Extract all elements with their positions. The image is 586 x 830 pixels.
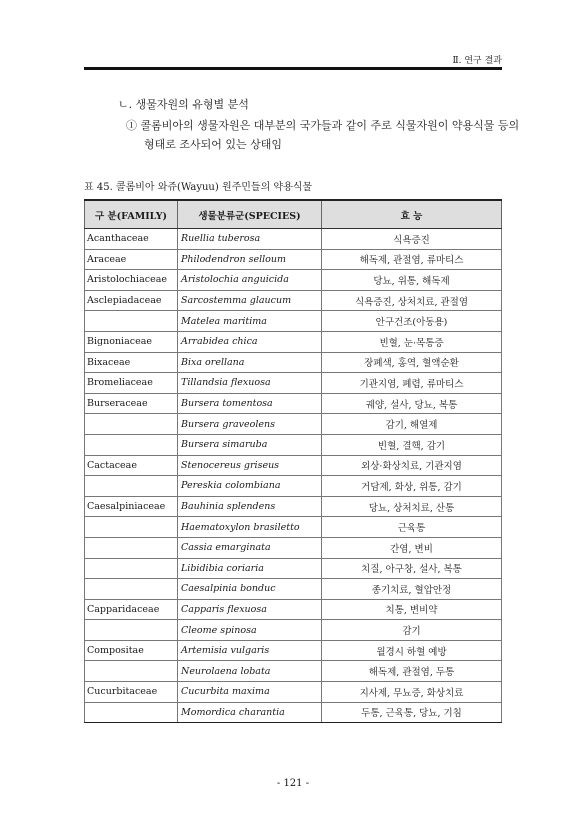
table-row xyxy=(85,640,502,661)
species-cell: Philodendron selloum xyxy=(178,249,322,270)
effect-cell: 빈혈, 결핵, 감기 xyxy=(322,434,502,455)
species-cell: Arrabidea chica xyxy=(178,331,322,352)
effect-cell: 거담제, 화상, 위통, 감기 xyxy=(322,476,502,497)
species-cell: Pereskia colombiana xyxy=(178,476,322,497)
family-cell xyxy=(85,311,178,332)
table-row xyxy=(85,702,502,723)
species-cell: Tillandsia flexuosa xyxy=(178,373,322,394)
effect-cell: 감기, 해열제 xyxy=(322,414,502,435)
table-body xyxy=(85,229,502,723)
family-cell: Burseraceae xyxy=(85,393,178,414)
species-cell: Bursera graveolens xyxy=(178,414,322,435)
medicinal-plants-table xyxy=(84,199,502,723)
header-family: 구 분(FAMILY) xyxy=(85,200,178,229)
species-cell: Libidibia coriaria xyxy=(178,558,322,579)
effect-cell: 당뇨, 위통, 해독제 xyxy=(322,270,502,291)
effect-cell: 당뇨, 상처치료, 산통 xyxy=(322,496,502,517)
family-cell: Capparidaceae xyxy=(85,599,178,620)
table-row xyxy=(85,579,502,600)
species-cell: Stenocereus griseus xyxy=(178,455,322,476)
effect-cell: 해독제, 관절염, 류마티스 xyxy=(322,249,502,270)
effect-cell: 월경시 하혈 예방 xyxy=(322,640,502,661)
species-cell: Sarcostemma glaucum xyxy=(178,290,322,311)
table-caption: 표 45. 콜롬비아 와쥬(Wayuu) 원주민들의 약용식물 xyxy=(84,182,313,193)
effect-cell: 근육통 xyxy=(322,517,502,538)
species-cell: Caesalpinia bonduc xyxy=(178,579,322,600)
family-cell: Compositae xyxy=(85,640,178,661)
species-cell: Bursera simaruba xyxy=(178,434,322,455)
effect-cell: 안구건조(아동용) xyxy=(322,311,502,332)
effect-cell: 장폐색, 홍역, 혈액순환 xyxy=(322,352,502,373)
effect-cell: 빈혈, 눈·목통증 xyxy=(322,331,502,352)
family-cell xyxy=(85,517,178,538)
table-row xyxy=(85,496,502,517)
section-paragraph: ① 콜롬비아의 생물자원은 대부분의 국가들과 같이 주로 식물자원이 약용식물 등의 형태로 조사되어 있는 상태임 xyxy=(126,119,520,151)
effect-cell: 치질, 아구창, 설사, 복통 xyxy=(322,558,502,579)
table-row xyxy=(85,599,502,620)
table-row xyxy=(85,476,502,497)
chapter-header: Ⅱ. 연구 결과 xyxy=(452,56,502,66)
family-cell: Cactaceae xyxy=(85,455,178,476)
table-row xyxy=(85,682,502,703)
family-cell xyxy=(85,476,178,497)
family-cell: Aristolochiaceae xyxy=(85,270,178,291)
family-cell: Bixaceae xyxy=(85,352,178,373)
table-row xyxy=(85,455,502,476)
species-cell: Bauhinia splendens xyxy=(178,496,322,517)
species-cell: Bixa orellana xyxy=(178,352,322,373)
page-number: - 121 - xyxy=(276,778,310,789)
family-cell xyxy=(85,537,178,558)
species-cell: Matelea maritima xyxy=(178,311,322,332)
family-cell xyxy=(85,434,178,455)
effect-cell: 지사제, 무뇨증, 화상치료 xyxy=(322,682,502,703)
species-cell: Haematoxylon brasiletto xyxy=(178,517,322,538)
effect-cell: 기관지염, 폐렴, 류마티스 xyxy=(322,373,502,394)
effect-cell: 감기 xyxy=(322,620,502,641)
table-row xyxy=(85,229,502,250)
effect-cell: 두통, 근육통, 당뇨, 기침 xyxy=(322,702,502,723)
family-cell: Araceae xyxy=(85,249,178,270)
effect-cell: 식욕증진 xyxy=(322,229,502,250)
table-row xyxy=(85,352,502,373)
species-cell: Bursera tomentosa xyxy=(178,393,322,414)
table-row xyxy=(85,270,502,291)
header-rule xyxy=(84,67,502,70)
effect-cell: 간염, 변비 xyxy=(322,537,502,558)
species-cell: Artemisia vulgaris xyxy=(178,640,322,661)
species-cell: Cucurbita maxima xyxy=(178,682,322,703)
family-cell xyxy=(85,702,178,723)
table-row xyxy=(85,393,502,414)
table-row xyxy=(85,249,502,270)
family-cell: Cucurbitaceae xyxy=(85,682,178,703)
family-cell xyxy=(85,579,178,600)
species-cell: Capparis flexuosa xyxy=(178,599,322,620)
table-row xyxy=(85,311,502,332)
table-row xyxy=(85,290,502,311)
effect-cell: 종기치료, 혈압안정 xyxy=(322,579,502,600)
family-cell: Bromeliaceae xyxy=(85,373,178,394)
table-row xyxy=(85,558,502,579)
family-cell: Asclepiadaceae xyxy=(85,290,178,311)
family-cell xyxy=(85,620,178,641)
effect-cell: 궤양, 설사, 당뇨, 복통 xyxy=(322,393,502,414)
table-row xyxy=(85,373,502,394)
header-effect: 효 능 xyxy=(322,200,502,229)
header-species: 생물분류군(SPECIES) xyxy=(178,200,322,229)
effect-cell: 치통, 변비약 xyxy=(322,599,502,620)
family-cell xyxy=(85,414,178,435)
table-row xyxy=(85,661,502,682)
species-cell: Cleome spinosa xyxy=(178,620,322,641)
effect-cell: 식욕증진, 상처치료, 관절염 xyxy=(322,290,502,311)
table-row xyxy=(85,517,502,538)
family-cell xyxy=(85,558,178,579)
table-row xyxy=(85,414,502,435)
table-row xyxy=(85,537,502,558)
species-cell: Momordica charantia xyxy=(178,702,322,723)
species-cell: Aristolochia anguicida xyxy=(178,270,322,291)
table-header-row xyxy=(85,200,502,229)
effect-cell: 해독제, 관절염, 두통 xyxy=(322,661,502,682)
species-cell: Neurolaena lobata xyxy=(178,661,322,682)
table-row xyxy=(85,331,502,352)
family-cell: Acanthaceae xyxy=(85,229,178,250)
family-cell: Caesalpiniaceae xyxy=(85,496,178,517)
section-heading: ㄴ. 생물자원의 유형별 분석 xyxy=(118,98,249,111)
family-cell: Bignoniaceae xyxy=(85,331,178,352)
table-row xyxy=(85,434,502,455)
species-cell: Cassia emarginata xyxy=(178,537,322,558)
effect-cell: 외상·화상치료, 기관지염 xyxy=(322,455,502,476)
family-cell xyxy=(85,661,178,682)
species-cell: Ruellia tuberosa xyxy=(178,229,322,250)
table-row xyxy=(85,620,502,641)
